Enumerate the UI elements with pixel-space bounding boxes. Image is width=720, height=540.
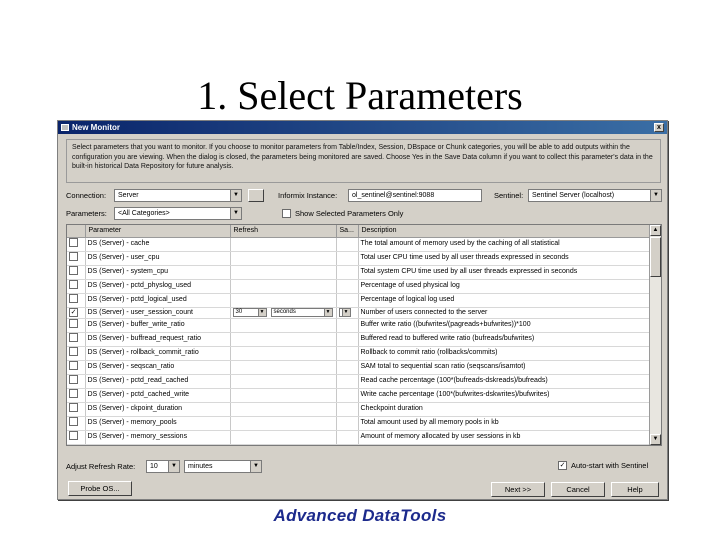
row-checkbox[interactable] [69, 294, 78, 303]
parameter-name: DS (Server) - buffread_request_ratio [85, 332, 230, 346]
save-cell [336, 237, 358, 251]
row-checkbox[interactable] [69, 445, 78, 446]
row-select-cell [67, 251, 85, 265]
parameter-name: DS (Server) - ckpoint_duration [85, 402, 230, 416]
table-row[interactable] [67, 346, 649, 360]
slide-title: 1. Select Parameters [197, 73, 523, 118]
parameter-name: DS (Server) - pctd_cached_write [85, 388, 230, 402]
refresh-rate-value-select[interactable] [146, 460, 180, 473]
instructions-text: Select parameters that you want to monitor. If you choose to monitor parameters from Table/Index, Session, DBspace or Chunk categories, you will be able to add outputs within the configuration you are viewing. When the dialog is closed, the parameters being monitored are saved. Choose Yes in the Save Data column if you want to collect this parameter's data in the built-in historical Data Repository for future analysis. [66, 139, 661, 183]
parameter-name: DS (Server) - pctd_read_cached [85, 374, 230, 388]
parameter-name: DS (Server) - user_session_count [85, 307, 230, 318]
new-monitor-dialog [57, 120, 668, 500]
connection-browse-button[interactable] [248, 189, 264, 202]
connection-select[interactable] [114, 189, 242, 202]
parameter-name: DS (Server) - pctd_physlog_used [85, 279, 230, 293]
close-icon[interactable]: x [654, 123, 664, 132]
parameter-description: Total system CPU time used by all user threads expressed in seconds [358, 265, 649, 279]
row-checkbox[interactable] [69, 389, 78, 398]
row-checkbox[interactable] [69, 347, 78, 356]
category-value: <All Categories> [118, 210, 170, 217]
autostart-checkbox[interactable]: ✓ [559, 462, 566, 469]
refresh-cell [230, 388, 336, 402]
row-select-cell [67, 444, 85, 446]
refresh-unit-select[interactable] [271, 445, 333, 446]
row-checkbox[interactable] [69, 280, 78, 289]
save-cell [336, 265, 358, 279]
scroll-down-icon[interactable]: ▼ [650, 434, 661, 445]
row-select-cell [67, 332, 85, 346]
save-data-select[interactable] [339, 445, 351, 446]
parameter-description: Buffer write ratio ((bufwrites/(pagreads+bufwrites))*100 [358, 318, 649, 332]
column-header[interactable]: Description [358, 225, 649, 237]
refresh-cell [230, 346, 336, 360]
chevron-down-icon: ▼ [324, 309, 332, 316]
row-checkbox[interactable] [69, 417, 78, 426]
chevron-down-icon: ▼ [230, 190, 241, 201]
row-select-cell [67, 402, 85, 416]
parameter-description [358, 444, 649, 446]
refresh-cell [230, 237, 336, 251]
show-selected-checkbox[interactable] [282, 209, 291, 218]
save-cell [336, 402, 358, 416]
save-cell [336, 318, 358, 332]
help-button[interactable]: Help [611, 482, 659, 497]
parameter-description: Write cache percentage (100*(bufwrites-dskwrites)/bufwrites) [358, 388, 649, 402]
table-row[interactable] [67, 237, 649, 251]
row-select-cell [67, 388, 85, 402]
refresh-rate-value: 10 [150, 463, 158, 470]
refresh-cell [230, 293, 336, 307]
column-header[interactable] [67, 225, 85, 237]
dialog-titlebar[interactable] [58, 121, 667, 134]
row-select-cell [67, 374, 85, 388]
save-cell [336, 430, 358, 444]
save-cell [336, 360, 358, 374]
refresh-rate-unit-select[interactable] [184, 460, 262, 473]
parameter-description: Total user CPU time used by all user threads expressed in seconds [358, 251, 649, 265]
row-select-cell [67, 318, 85, 332]
parameter-description: SAM total to sequential scan ratio (seqscans/isamtot) [358, 360, 649, 374]
save-cell [336, 416, 358, 430]
column-header[interactable]: Parameter [85, 225, 230, 237]
row-select-cell [67, 279, 85, 293]
instance-field[interactable]: ol_sentinel@sentinel:9088 [348, 189, 482, 202]
chevron-down-icon: ▼ [650, 190, 661, 201]
refresh-cell [230, 416, 336, 430]
table-row[interactable] [67, 374, 649, 388]
row-select-cell [67, 430, 85, 444]
row-select-cell [67, 416, 85, 430]
row-checkbox[interactable] [69, 319, 78, 328]
save-cell [336, 388, 358, 402]
parameter-description: Amount of memory allocated by user sessions in kb [358, 430, 649, 444]
parameter-description: Rollback to commit ratio (rollbacks/commits) [358, 346, 649, 360]
grid-scrollbar[interactable] [649, 225, 661, 445]
parameter-name: DS (Server) - system_cpu [85, 265, 230, 279]
row-checkbox[interactable] [69, 375, 78, 384]
scroll-thumb[interactable] [650, 237, 661, 277]
connection-row [66, 189, 662, 202]
connection-value: Server [118, 192, 139, 199]
parameter-table [67, 225, 650, 446]
parameter-description: Percentage of logical log used [358, 293, 649, 307]
save-cell [336, 307, 358, 318]
parameter-description: The total amount of memory used by the caching of all statistical [358, 237, 649, 251]
row-select-cell [67, 293, 85, 307]
parameter-name: DS (Server) - rollback_commit_ratio [85, 346, 230, 360]
probe-os-button[interactable]: Probe OS... [68, 481, 132, 496]
save-cell [336, 251, 358, 265]
row-checkbox[interactable] [69, 431, 78, 440]
refresh-cell [230, 265, 336, 279]
refresh-cell [230, 360, 336, 374]
parameter-grid [66, 224, 662, 446]
next-button[interactable]: Next >> [491, 482, 545, 497]
refresh-rate-row [66, 460, 262, 473]
save-cell [336, 374, 358, 388]
refresh-cell [230, 318, 336, 332]
chevron-down-icon: ▼ [230, 208, 241, 219]
table-row[interactable] [67, 388, 649, 402]
table-row[interactable] [67, 279, 649, 293]
autostart-label: Auto-start with Sentinel [571, 461, 649, 470]
sentinel-value: Sentinel Server (localhost) [532, 192, 615, 199]
refresh-cell [230, 430, 336, 444]
sentinel-label: Sentinel: [494, 191, 524, 200]
table-row[interactable] [67, 430, 649, 444]
column-header[interactable]: Refresh [230, 225, 336, 237]
table-row[interactable] [67, 307, 649, 318]
cancel-button[interactable]: Cancel [551, 482, 605, 497]
refresh-rate-unit: minutes [188, 463, 213, 470]
chevron-down-icon: ▼ [258, 309, 266, 316]
row-checkbox[interactable] [69, 266, 78, 275]
refresh-unit-select[interactable] [271, 308, 333, 317]
sentinel-select[interactable] [528, 189, 662, 202]
parameter-description: Buffered read to buffered write ratio (bufreads/bufwrites) [358, 332, 649, 346]
parameter-name: DS (Server) - user_cpu [85, 251, 230, 265]
parameters-label: Parameters: [66, 209, 107, 218]
column-header[interactable]: Sa... [336, 225, 358, 237]
refresh-cell [230, 307, 336, 318]
parameter-description: Total amount used by all memory pools in kb [358, 416, 649, 430]
row-checkbox[interactable] [69, 361, 78, 370]
table-row[interactable] [67, 318, 649, 332]
row-select-cell [67, 237, 85, 251]
parameter-name: DS (Server) - memory_sessions [85, 430, 230, 444]
row-checkbox[interactable] [69, 252, 78, 261]
chevron-down-icon: ▼ [168, 461, 179, 472]
refresh-value-select[interactable] [233, 308, 267, 317]
parameter-name: DS (Server) - pctd_logical_used [85, 293, 230, 307]
refresh-cell [230, 332, 336, 346]
row-select-cell [67, 265, 85, 279]
instance-label: Informix Instance: [278, 191, 338, 200]
save-cell [336, 444, 358, 446]
refresh-rate-label: Adjust Refresh Rate: [66, 462, 136, 471]
save-cell [336, 279, 358, 293]
row-select-cell [67, 360, 85, 374]
chevron-down-icon: ▼ [250, 461, 261, 472]
table-row[interactable] [67, 360, 649, 374]
table-row[interactable] [67, 293, 649, 307]
refresh-cell [230, 374, 336, 388]
row-checkbox[interactable] [69, 238, 78, 247]
refresh-unit: seconds [273, 308, 296, 315]
save-cell [336, 293, 358, 307]
row-select-cell [67, 307, 85, 318]
autostart-row [558, 461, 648, 470]
category-select[interactable] [114, 207, 242, 220]
parameter-name: DS (Server) - seqscan_ratio [85, 360, 230, 374]
chevron-down-icon: ▼ [342, 309, 350, 316]
save-cell [336, 346, 358, 360]
row-checkbox[interactable]: ✓ [70, 308, 77, 316]
table-row[interactable] [67, 332, 649, 346]
refresh-value: 30 [235, 308, 243, 315]
parameters-row [66, 207, 403, 220]
row-checkbox[interactable] [69, 333, 78, 342]
refresh-cell [230, 251, 336, 265]
parameter-name: DS (Server) - cache [85, 237, 230, 251]
show-selected-label: Show Selected Parameters Only [295, 209, 404, 218]
save-cell [336, 332, 358, 346]
connection-label: Connection: [66, 191, 107, 200]
refresh-value-select[interactable] [233, 445, 267, 446]
parameter-name: DS (Server) - buffer_write_ratio [85, 318, 230, 332]
app-icon [61, 124, 69, 131]
save-data-select[interactable] [339, 308, 351, 317]
parameter-description: Percentage of used physical log [358, 279, 649, 293]
parameter-description: Number of users connected to the server [358, 307, 649, 318]
refresh-cell [230, 279, 336, 293]
table-row[interactable] [67, 265, 649, 279]
parameter-name [85, 444, 230, 446]
table-row[interactable] [67, 416, 649, 430]
refresh-cell [230, 444, 336, 446]
parameter-name: DS (Server) - memory_pools [85, 416, 230, 430]
parameter-description: Checkpoint duration [358, 402, 649, 416]
refresh-cell [230, 402, 336, 416]
parameter-description: Read cache percentage (100*(bufreads-dskreads)/bufreads) [358, 374, 649, 388]
table-row[interactable] [67, 402, 649, 416]
table-row[interactable] [67, 251, 649, 265]
scroll-up-icon[interactable]: ▲ [650, 225, 661, 236]
row-select-cell [67, 346, 85, 360]
table-row[interactable] [67, 444, 649, 446]
row-checkbox[interactable] [69, 403, 78, 412]
dialog-title: New Monitor [72, 123, 120, 132]
brand-logo: Advanced DataTools [273, 506, 447, 525]
